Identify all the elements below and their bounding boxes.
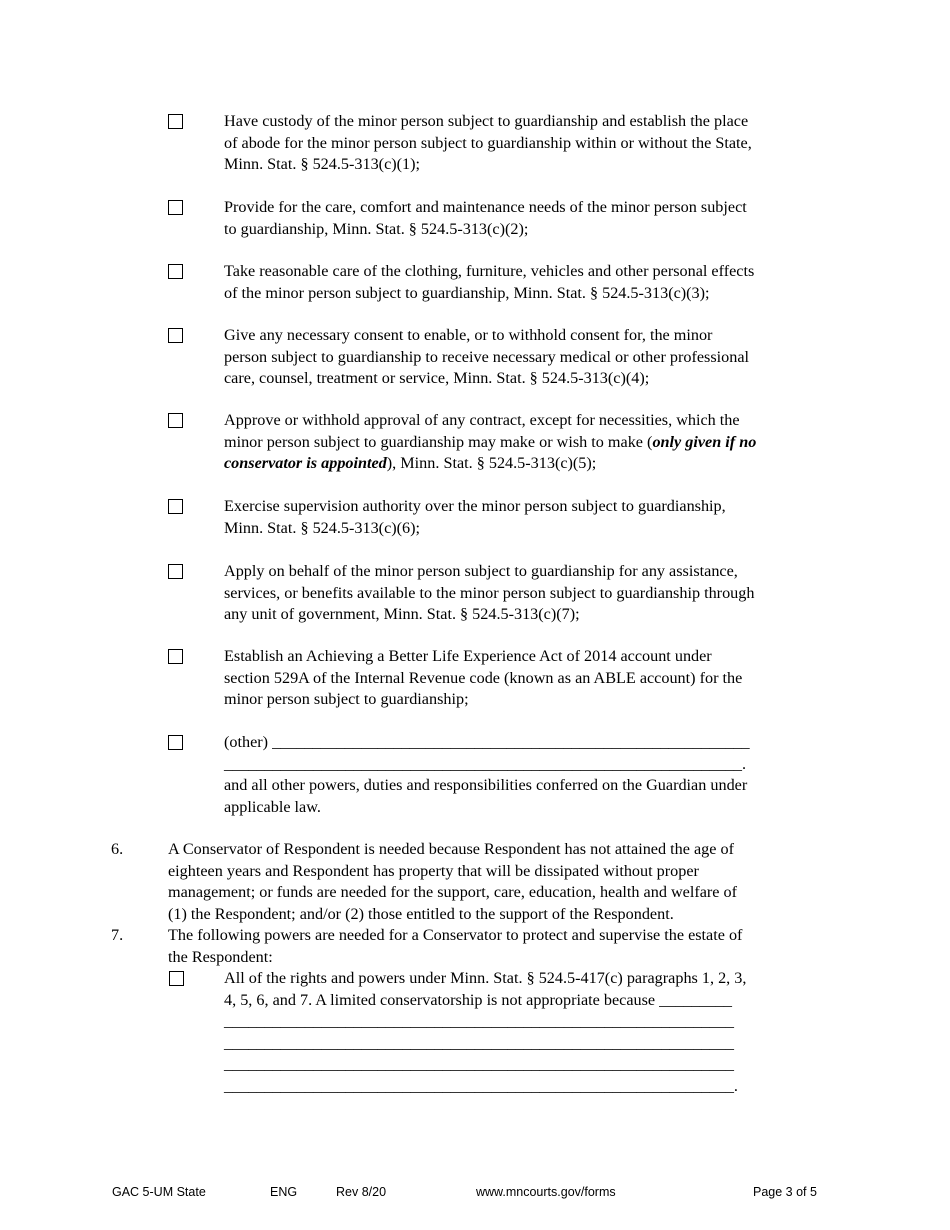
conservator-powers-checkbox[interactable] bbox=[169, 971, 184, 986]
footer-form-id: GAC 5-UM State bbox=[112, 1185, 206, 1199]
power-6-text: Exercise supervision authority over the minor person subject to guardianship, Minn. Stat. § 524.5-313(c)(6); bbox=[224, 497, 726, 537]
power-3-text: Take reasonable care of the clothing, furniture, vehicles and other personal effects of the minor person subject to guardianship, Minn. Stat. § 524.5-313(c)(3); bbox=[224, 262, 755, 302]
para-7-text: The following powers are needed for a Conservator to protect and supervise the estate of the Respondent: bbox=[168, 926, 743, 966]
power-other-text: (other) ___________________________________________________________ ________________________________________________________________. and all other powers, duties and responsibilities conferred on the Guardian under applicable law. bbox=[224, 733, 750, 816]
power-3-checkbox[interactable] bbox=[168, 264, 183, 279]
power-4-checkbox[interactable] bbox=[168, 328, 183, 343]
power-7-checkbox[interactable] bbox=[168, 564, 183, 579]
power-6-checkbox[interactable] bbox=[168, 499, 183, 514]
para-6-number: 6. bbox=[111, 840, 124, 858]
power-5-text-b: ), Minn. Stat. § 524.5-313(c)(5); bbox=[386, 454, 597, 472]
conservator-powers-text: All of the rights and powers under Minn. Stat. § 524.5-417(c) paragraphs 1, 2, 3, 4, 5, 6, and 7. A limited conservatorship is not appropriate because _________ _______________________________________________________________ _______________________________________________________________ _______________________________________________________________ _______________________________________________________________. bbox=[224, 969, 747, 1095]
footer-url[interactable]: www.mncourts.gov/forms bbox=[476, 1185, 616, 1199]
power-5-checkbox[interactable] bbox=[168, 413, 183, 428]
para-6-text: A Conservator of Respondent is needed because Respondent has not attained the age of eighteen years and Respondent has property that will be dissipated without proper management; or funds are needed for the support, care, education, health and welfare of (1) the Respondent; and/or (2) those entitled to the support of the Respondent. bbox=[168, 840, 738, 923]
power-2-checkbox[interactable] bbox=[168, 200, 183, 215]
power-7-text: Apply on behalf of the minor person subject to guardianship for any assistance, services, or benefits available to the minor person subject to guardianship through any unit of government, Minn. Stat. § 524.5-313(c)(7); bbox=[224, 562, 755, 623]
power-1-text: Have custody of the minor person subject to guardianship and establish the place of abode for the minor person subject to guardianship within or without the State, Minn. Stat. § 524.5-313(c)(1); bbox=[224, 112, 752, 173]
power-4-text: Give any necessary consent to enable, or to withhold consent for, the minor person subject to guardianship to receive necessary medical or other professional care, counsel, treatment or service, Minn. Stat. § 524.5-313(c)(4); bbox=[224, 326, 750, 387]
para-7-number: 7. bbox=[111, 926, 124, 944]
power-1-checkbox[interactable] bbox=[168, 114, 183, 129]
power-other-checkbox[interactable] bbox=[168, 735, 183, 750]
power-8-checkbox[interactable] bbox=[168, 649, 183, 664]
power-5-text bbox=[224, 410, 842, 475]
footer-page-number: Page 3 of 5 bbox=[753, 1185, 817, 1199]
footer-language: ENG bbox=[270, 1185, 298, 1199]
footer-revision: Rev 8/20 bbox=[336, 1185, 387, 1199]
power-5-bold-note: only given if no conservator is appointed bbox=[224, 432, 757, 472]
power-2-text: Provide for the care, comfort and maintenance needs of the minor person subject to guardianship, Minn. Stat. § 524.5-313(c)(2); bbox=[224, 198, 747, 238]
power-5-text-a: Approve or withhold approval of any contract, except for necessities, which the minor person subject to guardianship may make or wish to make ( bbox=[224, 411, 740, 451]
power-8-text: Establish an Achieving a Better Life Experience Act of 2014 account under section 529A of the Internal Revenue code (known as an ABLE account) for the minor person subject to guardianship; bbox=[224, 647, 743, 708]
